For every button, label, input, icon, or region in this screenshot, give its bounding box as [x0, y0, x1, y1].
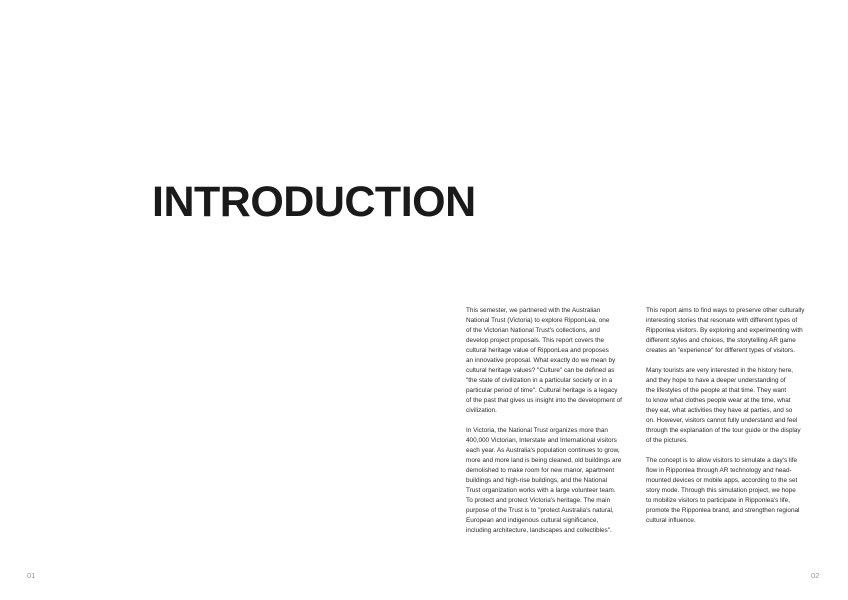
text-column-right [646, 306, 806, 536]
page-number-left: 01 [27, 571, 36, 580]
page-number-right: 02 [811, 571, 820, 580]
paragraph: In Victoria, the National Trust organizes more than 400,000 Victorian, Interstate and International visitors each year. As Australia's population continues to grow, more and more land is being cleaned, old buildings are demolished to make room for new manor, apartment buildings and high-rise buildings, and the National Trust organization works with a large volunteer team. To protect and protect Victoria's heritage. The main purpose of the Trust is to "protect Australia's natural, European and indigenous cultural significance, including architecture, landscapes and collectibles". [466, 427, 622, 534]
paragraph: This report aims to find ways to preserve other culturally interesting stories that resonate with different types of Ripponlea visitors. By exploring and experimenting with different styles and choices, the storytelling AR game creates an "experience" for different types of visitors. [646, 307, 805, 354]
paragraph: The concept is to allow visitors to simulate a day's life flow in Ripponlea through AR technology and head- mounted devices or mobile apps, according to the set story mode. Through this simulation project, we hope to mobilize visitors to participate in Ripponlea's life, promote the Ripponlea brand, and strengthen regional cultural influence. [646, 457, 800, 524]
text-column-left [466, 306, 624, 546]
page-title: INTRODUCTION [152, 178, 476, 226]
paragraph: This semester, we partnered with the Australian National Trust (Victoria) to explore RipponLea, one of the Victorian National Trust's collections, and develop project proposals. This report covers the cultural heritage value of RipponLea and proposes an innovative proposal. What exactly do we mean by cultural heritage values? "Culture" can be defined as "the state of civilization in a particular society or in a particular period of time". Cultural heritage is a legacy of the past that gives us insight into the development of civilization. [466, 307, 622, 414]
paragraph: Many tourists are very interested in the history here, and they hope to have a deeper understanding of the lifestyles of the people at that time. They want to know what clothes people wear at the time, what they eat, what activities they have at parties, and so on. However, visitors cannot fully understand and feel through the explanation of the tour guide or the display of the pictures. [646, 367, 801, 444]
